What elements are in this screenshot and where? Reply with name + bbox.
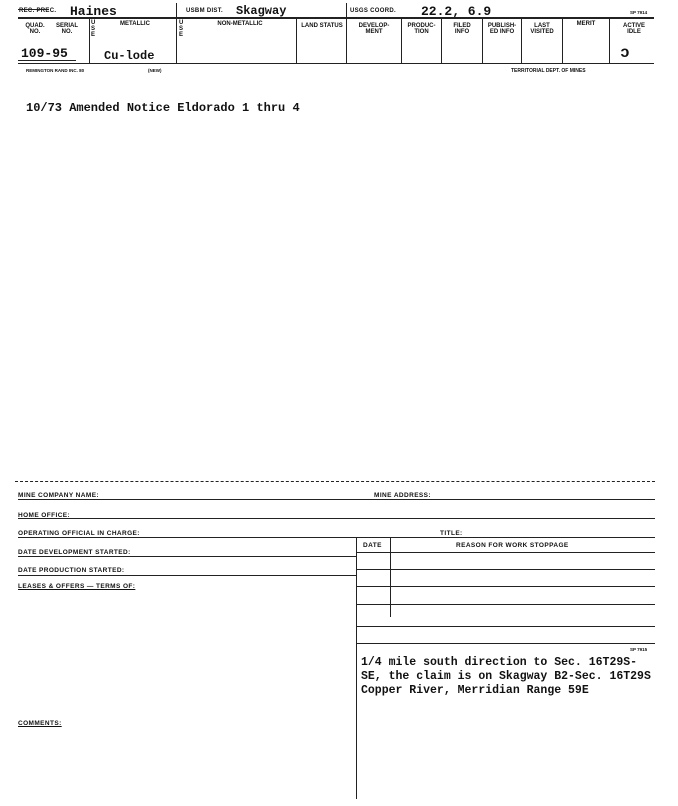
col-last-visited: LAST VISITED [530,23,554,35]
operating-official-label: OPERATING OFFICIAL IN CHARGE: [18,530,140,537]
divider [89,18,90,64]
date-production-label: DATE PRODUCTION STARTED: [18,567,125,574]
usbm-dist-label: USBM DIST. [186,8,224,14]
home-office-label: HOME OFFICE: [18,512,71,519]
department-imprint: TERRITORIAL DEPT. OF MINES [511,68,586,74]
rule [356,626,655,627]
col-development: DEVELOP- MENT [358,23,390,35]
rule [356,643,655,644]
usbm-dist-value: Skagway [236,4,287,18]
col-metallic: METALLIC [120,21,150,27]
col-use-metallic: U S E [91,20,96,38]
rec-prec-value: Haines [70,4,117,19]
date-col-label: DATE [363,542,382,549]
col-production: PRODUC- TION [407,23,436,35]
location-line-2: SE, the claim is on Skagway B2-Sec. 16T29S [361,670,651,683]
title-label: TITLE: [440,530,463,537]
col-serial-no: SERIAL NO. [55,23,78,35]
date-development-label: DATE DEVELOPMENT STARTED: [18,549,131,556]
back-form-number: SP 7915 [630,647,648,652]
divider [346,3,347,64]
comments-label: COMMENTS: [18,720,62,727]
divider [176,3,177,64]
rule [18,575,356,576]
col-merit: MERIT [576,21,596,27]
col-quad-no: QUAD. NO. [25,23,45,35]
rule [18,518,655,519]
divider [609,18,610,64]
header-rule-top [18,17,654,19]
metallic-value: Cu-lode [104,49,155,63]
divider [390,537,391,617]
rec-prec-underline [18,9,49,10]
row-rule-bottom [18,63,654,64]
divider [401,18,402,64]
col-active-idle: ACTIVE IDLE [622,23,645,35]
rule [356,569,655,570]
divider [441,18,442,64]
printer-imprint: REMINGTON RAND INC. 80 [26,68,85,73]
col-published-info: PUBLISH- ED INFO [487,23,517,35]
reason-col-label: REASON FOR WORK STOPPAGE [456,542,569,549]
note-line: 10/73 Amended Notice Eldorado 1 thru 4 [26,101,300,115]
col-land-status: LAND STATUS [301,23,343,29]
rule [356,552,655,553]
divider [521,18,522,64]
divider [482,18,483,64]
location-line-1: 1/4 mile south direction to Sec. 16T29S- [361,656,638,669]
usgs-coord-label: USGS COORD. [350,8,396,14]
col-use-nonmetallic: U S E [179,20,184,38]
mine-address-label: MINE ADDRESS: [374,492,431,499]
col-non-metallic: NON-METALLIC [217,21,263,27]
rule [18,537,655,538]
rule [356,604,655,605]
col-filed-info: FILED INFO [453,23,471,35]
left-code: (NEW) [148,68,162,73]
quad-serial-value: 109-95 [21,46,68,61]
divider [296,18,297,64]
leases-offers-label: LEASES & OFFERS — TERMS OF: [18,583,136,590]
rec-prec-label: REC. PREC. [19,8,57,14]
mine-company-name-label: MINE COMPANY NAME: [18,492,99,499]
quad-serial-underline [18,60,76,61]
rule [18,556,356,557]
divider [562,18,563,64]
rule [356,586,655,587]
rule [18,499,655,500]
divider [356,537,357,799]
location-line-3: Copper River, Merridian Range 59E [361,684,589,697]
active-idle-check: ↄ [620,44,630,62]
form-number: SP 7914 [630,10,648,15]
card-separator [15,481,655,482]
usgs-coord-value: 22.2, 6.9 [421,4,492,19]
